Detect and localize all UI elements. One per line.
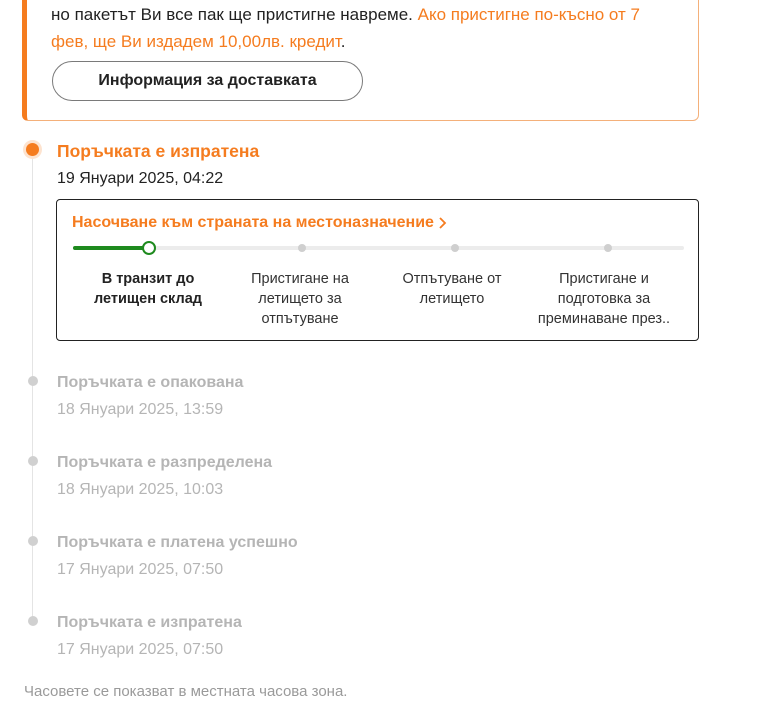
delivery-info-button[interactable]: Информация за доставката (52, 61, 363, 101)
progress-step-dot (604, 244, 612, 252)
progress-step-dot (142, 241, 156, 255)
event-date: 17 Януари 2025, 07:50 (57, 561, 224, 578)
step-label-customs-prep: Пристигане и подготовка за преминаване през.. (537, 271, 671, 327)
event-title-current: Поръчката е изпратена (57, 141, 260, 161)
event-title: Поръчката е платена успешно (57, 534, 298, 551)
progress-fill (73, 246, 149, 250)
event-title: Поръчката е опакована (57, 374, 244, 391)
timeline-dot (28, 536, 38, 546)
timezone-note: Часовете се показват в местната часова зона. (24, 683, 348, 700)
timeline-dot (28, 616, 38, 626)
shipping-progress-card (56, 199, 699, 341)
notice-credit-text: Ако пристигне по-късно от 7 фев, ще Ви издадем 10,00лв. кредит (51, 5, 640, 51)
event-date: 17 Януари 2025, 07:50 (57, 641, 224, 658)
notice-text-plain: но пакетът Ви все пак ще пристигне навреме. (51, 5, 418, 24)
step-label-departure: Отпътуване от летището (402, 271, 502, 307)
timeline-dot (28, 376, 38, 386)
step-label-transit: В транзит до летищен склад (94, 271, 202, 307)
timeline-dot (28, 456, 38, 466)
event-date-current: 19 Януари 2025, 04:22 (57, 170, 224, 187)
event-title: Поръчката е разпределена (57, 454, 273, 471)
destination-country-link-label: Насочване към страната на местоназначение (72, 214, 434, 231)
event-title: Поръчката е изпратена (57, 614, 242, 631)
step-label-airport-arrival: Пристигане на летището за отпътуване (251, 271, 349, 327)
progress-step-dot (298, 244, 306, 252)
event-date: 18 Януари 2025, 13:59 (57, 401, 224, 418)
delivery-notice (22, 0, 699, 121)
timeline-line (32, 150, 33, 625)
event-date: 18 Януари 2025, 10:03 (57, 481, 224, 498)
progress-track (73, 246, 684, 250)
notice-text (51, 1, 681, 55)
timeline-dot-active (26, 143, 39, 156)
notice-text-end: . (340, 32, 346, 51)
progress-step-dot (451, 244, 459, 252)
destination-country-link[interactable] (72, 214, 447, 232)
chevron-right-icon (438, 216, 447, 230)
